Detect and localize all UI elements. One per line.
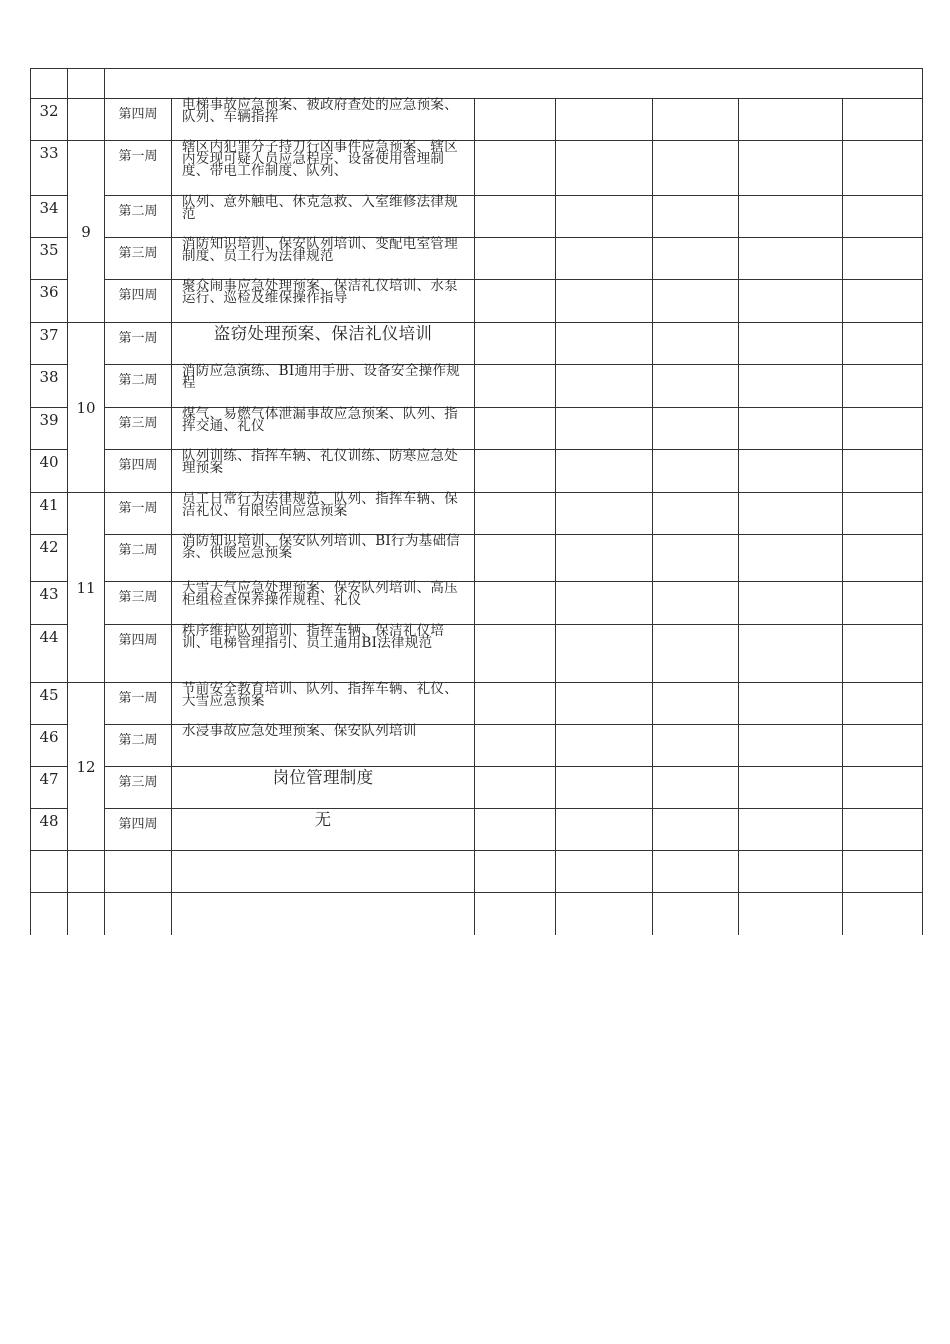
- training-content-text: 辖区内犯罪分子持刀行凶事件应急预案、辖区内发现可疑人员应急程序、设备使用管理制度、带电工作制度、队列、: [182, 139, 458, 179]
- row-number-text: 38: [39, 368, 59, 386]
- week-label: [105, 809, 172, 851]
- empty-cell: [653, 493, 739, 535]
- training-content-text: 煤气、易燃气体泄漏事故应急预案、队列、指挥交通、礼仪: [182, 406, 458, 434]
- table-row: [31, 683, 923, 725]
- row-number: [31, 196, 68, 238]
- week-label: [105, 323, 172, 365]
- empty-cell: [843, 809, 923, 851]
- empty-cell: [843, 725, 923, 767]
- empty-cell: [739, 535, 843, 582]
- empty-cell: [556, 851, 653, 893]
- empty-cell: [739, 851, 843, 893]
- week-label: [105, 493, 172, 535]
- row-number-text: 46: [39, 728, 59, 746]
- month-cell: [68, 141, 105, 323]
- empty-cell: [475, 141, 556, 196]
- empty-cell: [475, 725, 556, 767]
- week-label-text: 第二周: [118, 373, 158, 388]
- empty-cell: [843, 280, 923, 323]
- empty-cell: [475, 893, 556, 935]
- empty-cell: [843, 893, 923, 935]
- row-number-text: 44: [39, 628, 59, 646]
- week-label-text: 第三周: [118, 246, 158, 261]
- blank-row: [31, 893, 923, 935]
- week-label: [105, 725, 172, 767]
- month-cell: [68, 323, 105, 493]
- empty-cell: [31, 893, 68, 935]
- row-number-text: 43: [39, 585, 59, 603]
- empty-cell: [843, 141, 923, 196]
- table-row: [31, 767, 923, 809]
- week-label-text: 第二周: [118, 543, 158, 558]
- empty-cell: [739, 450, 843, 493]
- training-content: [172, 238, 475, 280]
- empty-cell: [475, 323, 556, 365]
- week-label-text: 第四周: [118, 288, 158, 303]
- empty-cell: [653, 238, 739, 280]
- empty-cell: [843, 450, 923, 493]
- empty-cell: [475, 767, 556, 809]
- row-number: [31, 238, 68, 280]
- week-label: [105, 582, 172, 625]
- training-content-text: 大雪天气应急处理预案、保安队列培训、高压柜组检查保养操作规程、礼仪: [182, 580, 458, 608]
- week-label: [105, 196, 172, 238]
- empty-cell: [653, 408, 739, 450]
- week-label-text: 第四周: [118, 107, 158, 122]
- empty-cell: [475, 196, 556, 238]
- training-content: [172, 767, 475, 809]
- empty-cell: [556, 582, 653, 625]
- table-row: [31, 582, 923, 625]
- table-row: [31, 196, 923, 238]
- empty-cell: [653, 851, 739, 893]
- week-label-text: 第三周: [118, 775, 158, 790]
- week-label-text: 第四周: [118, 458, 158, 473]
- empty-cell: [556, 141, 653, 196]
- empty-cell: [843, 408, 923, 450]
- empty-cell: [556, 323, 653, 365]
- training-content-text: 无: [314, 810, 332, 829]
- training-content: [172, 809, 475, 851]
- table-row: [31, 625, 923, 683]
- week-label-text: 第一周: [118, 149, 158, 164]
- row-number: [31, 99, 68, 141]
- empty-cell: [475, 238, 556, 280]
- empty-cell: [556, 99, 653, 141]
- table-row: [31, 99, 923, 141]
- training-content-text: 队列、意外触电、休克急救、入室维修法律规范: [182, 194, 458, 222]
- empty-cell: [475, 450, 556, 493]
- month-cell: [68, 683, 105, 851]
- empty-cell: [556, 280, 653, 323]
- table-top-rule: [30, 68, 923, 69]
- header-divider: [104, 69, 105, 98]
- empty-cell: [739, 280, 843, 323]
- row-number: [31, 323, 68, 365]
- row-number-text: 42: [39, 538, 59, 556]
- empty-cell: [653, 196, 739, 238]
- empty-cell: [556, 683, 653, 725]
- training-content: [172, 535, 475, 582]
- week-label-text: 第三周: [118, 416, 158, 431]
- empty-cell: [653, 280, 739, 323]
- empty-cell: [556, 725, 653, 767]
- empty-cell: [475, 408, 556, 450]
- training-content: [172, 582, 475, 625]
- empty-cell: [653, 809, 739, 851]
- row-number-text: 36: [39, 283, 59, 301]
- empty-cell: [653, 582, 739, 625]
- empty-cell: [475, 280, 556, 323]
- empty-cell: [739, 99, 843, 141]
- empty-cell: [739, 141, 843, 196]
- empty-cell: [653, 365, 739, 408]
- table-row: [31, 493, 923, 535]
- empty-cell: [843, 365, 923, 408]
- empty-cell: [653, 141, 739, 196]
- row-number-text: 40: [39, 453, 59, 471]
- month-cell-text: 11: [76, 578, 96, 597]
- month-cell-text: 12: [76, 757, 96, 776]
- empty-cell: [475, 582, 556, 625]
- empty-cell: [556, 535, 653, 582]
- empty-cell: [843, 851, 923, 893]
- empty-cell: [556, 408, 653, 450]
- empty-cell: [556, 893, 653, 935]
- training-content-text: 盗窃处理预案、保洁礼仪培训: [213, 324, 433, 343]
- empty-cell: [739, 683, 843, 725]
- week-label: [105, 99, 172, 141]
- empty-cell: [475, 851, 556, 893]
- training-content-text: 员工日常行为法律规范、队列、指挥车辆、保洁礼仪、有限空间应急预案: [182, 491, 458, 519]
- empty-cell: [105, 851, 172, 893]
- row-number-text: 41: [39, 496, 59, 514]
- empty-cell: [843, 535, 923, 582]
- empty-cell: [172, 851, 475, 893]
- empty-cell: [475, 365, 556, 408]
- month-cell-text: 10: [76, 398, 96, 417]
- empty-cell: [739, 196, 843, 238]
- empty-cell: [475, 493, 556, 535]
- empty-cell: [556, 450, 653, 493]
- empty-cell: [556, 196, 653, 238]
- row-number: [31, 535, 68, 582]
- table-row: [31, 323, 923, 365]
- training-content: [172, 196, 475, 238]
- training-content: [172, 450, 475, 493]
- week-label-text: 第一周: [118, 331, 158, 346]
- week-label: [105, 365, 172, 408]
- week-label: [105, 625, 172, 683]
- month-cell-text: 9: [81, 222, 91, 241]
- table-row: [31, 450, 923, 493]
- empty-cell: [556, 238, 653, 280]
- header-divider: [30, 69, 31, 98]
- week-label: [105, 141, 172, 196]
- empty-cell: [172, 893, 475, 935]
- table-row: [31, 365, 923, 408]
- row-number: [31, 767, 68, 809]
- header-divider: [67, 69, 68, 98]
- row-number: [31, 725, 68, 767]
- training-content: [172, 280, 475, 323]
- training-content: [172, 493, 475, 535]
- row-number: [31, 450, 68, 493]
- week-label-text: 第二周: [118, 733, 158, 748]
- empty-cell: [475, 535, 556, 582]
- row-number: [31, 625, 68, 683]
- empty-cell: [739, 408, 843, 450]
- training-content-text: 消防应急演练、BI通用手册、设备安全操作规程: [182, 363, 461, 391]
- empty-cell: [556, 493, 653, 535]
- row-number: [31, 683, 68, 725]
- empty-cell: [739, 323, 843, 365]
- table-row: [31, 408, 923, 450]
- week-label-text: 第三周: [118, 590, 158, 605]
- training-content-text: 岗位管理制度: [272, 768, 374, 787]
- empty-cell: [653, 893, 739, 935]
- empty-cell: [843, 625, 923, 683]
- week-label-text: 第四周: [118, 817, 158, 832]
- empty-cell: [68, 893, 105, 935]
- row-number: [31, 582, 68, 625]
- table-row: [31, 535, 923, 582]
- month-cell: [68, 99, 105, 141]
- empty-cell: [739, 767, 843, 809]
- empty-cell: [843, 196, 923, 238]
- row-number-text: 45: [39, 686, 59, 704]
- week-label: [105, 767, 172, 809]
- week-label: [105, 280, 172, 323]
- row-number-text: 39: [39, 411, 59, 429]
- training-content-text: 消防知识培训、保安队列培训、BI行为基础信条、供暖应急预案: [182, 533, 461, 561]
- empty-cell: [843, 493, 923, 535]
- training-content-text: 电梯事故应急预案、被政府查处的应急预案、队列、车辆指挥: [182, 97, 458, 125]
- empty-cell: [556, 365, 653, 408]
- row-number: [31, 493, 68, 535]
- empty-cell: [653, 625, 739, 683]
- training-content: [172, 408, 475, 450]
- empty-cell: [31, 851, 68, 893]
- empty-cell: [556, 809, 653, 851]
- empty-cell: [556, 625, 653, 683]
- empty-cell: [556, 767, 653, 809]
- table-row: [31, 280, 923, 323]
- month-cell: [68, 493, 105, 683]
- row-number-text: 33: [39, 144, 59, 162]
- training-content-text: 聚众闹事应急处理预案、保洁礼仪培训、水泵运行、巡检及维保操作指导: [182, 278, 458, 306]
- empty-cell: [843, 238, 923, 280]
- training-content: [172, 365, 475, 408]
- empty-cell: [843, 683, 923, 725]
- row-number: [31, 408, 68, 450]
- empty-cell: [653, 323, 739, 365]
- empty-cell: [475, 99, 556, 141]
- table-row: [31, 725, 923, 767]
- row-number-text: 35: [39, 241, 59, 259]
- row-number-text: 34: [39, 199, 59, 217]
- training-content-text: 队列训练、指挥车辆、礼仪训练、防寒应急处理预案: [182, 448, 458, 476]
- training-content-text: 水浸事故应急处理预案、保安队列培训: [182, 723, 417, 739]
- blank-row: [31, 851, 923, 893]
- training-content-text: 秩序维护队列培训、指挥车辆、保洁礼仪培训、电梯管理指引、员工通用BI法律规范: [182, 623, 445, 651]
- empty-cell: [475, 625, 556, 683]
- training-content-text: 消防知识培训、保安队列培训、变配电室管理制度、员工行为法律规范: [182, 236, 458, 264]
- empty-cell: [739, 493, 843, 535]
- row-number-text: 48: [39, 812, 59, 830]
- training-content: [172, 323, 475, 365]
- table-row: [31, 141, 923, 196]
- training-content-text: 节前安全教育培训、队列、指挥车辆、礼仪、大雪应急预案: [182, 681, 458, 709]
- empty-cell: [739, 582, 843, 625]
- week-label-text: 第一周: [118, 501, 158, 516]
- empty-cell: [68, 851, 105, 893]
- empty-cell: [843, 323, 923, 365]
- training-content: [172, 99, 475, 141]
- week-label-text: 第一周: [118, 691, 158, 706]
- row-number-text: 32: [39, 102, 59, 120]
- row-number-text: 47: [39, 770, 59, 788]
- row-number: [31, 809, 68, 851]
- week-label: [105, 683, 172, 725]
- empty-cell: [653, 767, 739, 809]
- empty-cell: [653, 725, 739, 767]
- training-content: [172, 683, 475, 725]
- empty-cell: [475, 683, 556, 725]
- empty-cell: [739, 365, 843, 408]
- row-number-text: 37: [39, 326, 59, 344]
- empty-cell: [653, 450, 739, 493]
- empty-cell: [739, 625, 843, 683]
- table-row: [31, 238, 923, 280]
- row-number: [31, 280, 68, 323]
- empty-cell: [653, 535, 739, 582]
- week-label: [105, 450, 172, 493]
- training-content: [172, 625, 475, 683]
- empty-cell: [843, 767, 923, 809]
- empty-cell: [843, 99, 923, 141]
- empty-cell: [739, 809, 843, 851]
- row-number: [31, 141, 68, 196]
- week-label-text: 第二周: [118, 204, 158, 219]
- header-divider: [922, 69, 923, 98]
- empty-cell: [475, 809, 556, 851]
- training-schedule-table: [30, 98, 923, 935]
- week-label: [105, 408, 172, 450]
- empty-cell: [653, 683, 739, 725]
- training-content: [172, 725, 475, 767]
- table-row: [31, 809, 923, 851]
- week-label: [105, 535, 172, 582]
- week-label-text: 第四周: [118, 633, 158, 648]
- empty-cell: [653, 99, 739, 141]
- empty-cell: [739, 725, 843, 767]
- empty-cell: [105, 893, 172, 935]
- empty-cell: [739, 893, 843, 935]
- training-content: [172, 141, 475, 196]
- row-number: [31, 365, 68, 408]
- empty-cell: [739, 238, 843, 280]
- empty-cell: [843, 582, 923, 625]
- week-label: [105, 238, 172, 280]
